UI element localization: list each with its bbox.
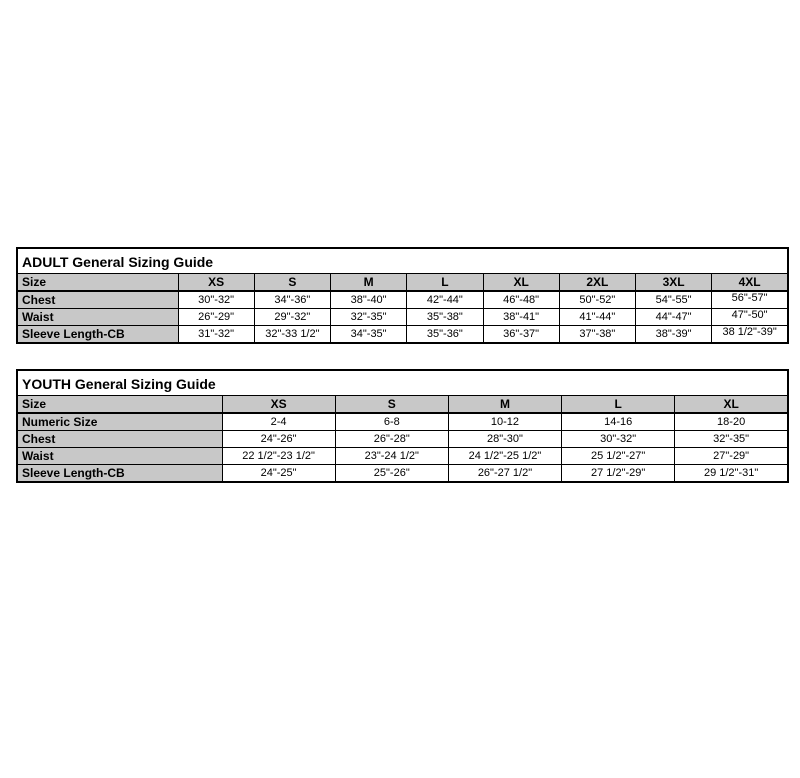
youth-header-row — [17, 396, 788, 414]
adult-sleeve-l: 35"-36" — [407, 326, 483, 344]
youth-chest-s: 26"-28" — [335, 431, 448, 448]
adult-chest-s: 34"-36" — [254, 291, 330, 309]
youth-row-label-numeric-size: Numeric Size — [17, 413, 222, 431]
adult-waist-xl: 38"-41" — [483, 309, 559, 326]
adult-sleeve-xl: 36"-37" — [483, 326, 559, 344]
adult-column-header-4xl: 4XL — [712, 274, 788, 292]
youth-waist-l: 25 1/2"-27" — [562, 448, 675, 465]
youth-numeric-l: 14-16 — [562, 413, 675, 431]
adult-column-header-m: M — [331, 274, 407, 292]
adult-sleeve-xs: 31"-32" — [178, 326, 254, 344]
adult-column-header-size: Size — [17, 274, 178, 292]
adult-column-header-2xl: 2XL — [559, 274, 635, 292]
adult-table-title: ADULT General Sizing Guide — [17, 248, 788, 274]
adult-chest-3xl: 54"-55" — [636, 291, 712, 309]
adult-chest-2xl: 50"-52" — [559, 291, 635, 309]
youth-column-header-s: S — [335, 396, 448, 414]
adult-sleeve-3xl: 38"-39" — [636, 326, 712, 344]
adult-sizing-table — [16, 247, 789, 344]
youth-title-row — [17, 370, 788, 396]
youth-waist-xl: 27"-29" — [675, 448, 788, 465]
youth-waist-xs: 22 1/2"-23 1/2" — [222, 448, 335, 465]
adult-waist-row — [17, 309, 788, 326]
youth-row-label-sleeve: Sleeve Length-CB — [17, 465, 222, 483]
youth-chest-m: 28"-30" — [448, 431, 561, 448]
adult-waist-xs: 26"-29" — [178, 309, 254, 326]
adult-column-header-s: S — [254, 274, 330, 292]
adult-sleeve-4xl: 38 1/2"-39" — [712, 326, 788, 344]
adult-chest-row — [17, 291, 788, 309]
youth-sleeve-m: 26"-27 1/2" — [448, 465, 561, 483]
youth-column-header-m: M — [448, 396, 561, 414]
youth-numeric-xs: 2-4 — [222, 413, 335, 431]
adult-sleeve-m: 34"-35" — [331, 326, 407, 344]
adult-column-header-xs: XS — [178, 274, 254, 292]
youth-sleeve-row — [17, 465, 788, 483]
adult-waist-4xl: 47"-50" — [712, 309, 788, 326]
youth-sleeve-xl: 29 1/2"-31" — [675, 465, 788, 483]
adult-sizing-guide — [16, 247, 789, 344]
adult-column-header-l: L — [407, 274, 483, 292]
youth-row-label-waist: Waist — [17, 448, 222, 465]
youth-column-header-xl: XL — [675, 396, 788, 414]
youth-sleeve-s: 25"-26" — [335, 465, 448, 483]
youth-chest-xs: 24"-26" — [222, 431, 335, 448]
youth-waist-row — [17, 448, 788, 465]
adult-title-row — [17, 248, 788, 274]
adult-sleeve-s: 32"-33 1/2" — [254, 326, 330, 344]
adult-chest-xs: 30"-32" — [178, 291, 254, 309]
youth-sleeve-l: 27 1/2"-29" — [562, 465, 675, 483]
adult-waist-3xl: 44"-47" — [636, 309, 712, 326]
adult-chest-m: 38"-40" — [331, 291, 407, 309]
youth-numeric-m: 10-12 — [448, 413, 561, 431]
adult-waist-2xl: 41"-44" — [559, 309, 635, 326]
youth-sleeve-xs: 24"-25" — [222, 465, 335, 483]
youth-table-title: YOUTH General Sizing Guide — [17, 370, 788, 396]
youth-chest-row — [17, 431, 788, 448]
adult-sleeve-2xl: 37"-38" — [559, 326, 635, 344]
youth-numeric-xl: 18-20 — [675, 413, 788, 431]
youth-sizing-table — [16, 369, 789, 483]
youth-chest-xl: 32"-35" — [675, 431, 788, 448]
adult-chest-4xl: 56"-57" — [712, 291, 788, 309]
adult-row-label-sleeve: Sleeve Length-CB — [17, 326, 178, 344]
adult-sleeve-row — [17, 326, 788, 344]
adult-waist-m: 32"-35" — [331, 309, 407, 326]
youth-column-header-l: L — [562, 396, 675, 414]
youth-sizing-guide — [16, 369, 789, 483]
youth-numeric-size-row — [17, 413, 788, 431]
adult-column-header-xl: XL — [483, 274, 559, 292]
adult-row-label-chest: Chest — [17, 291, 178, 309]
youth-waist-m: 24 1/2"-25 1/2" — [448, 448, 561, 465]
adult-chest-xl: 46"-48" — [483, 291, 559, 309]
adult-header-row — [17, 274, 788, 292]
youth-chest-l: 30"-32" — [562, 431, 675, 448]
youth-column-header-xs: XS — [222, 396, 335, 414]
youth-row-label-chest: Chest — [17, 431, 222, 448]
adult-waist-l: 35"-38" — [407, 309, 483, 326]
adult-column-header-3xl: 3XL — [636, 274, 712, 292]
youth-column-header-size: Size — [17, 396, 222, 414]
youth-numeric-s: 6-8 — [335, 413, 448, 431]
adult-waist-s: 29"-32" — [254, 309, 330, 326]
adult-row-label-waist: Waist — [17, 309, 178, 326]
youth-waist-s: 23"-24 1/2" — [335, 448, 448, 465]
adult-chest-l: 42"-44" — [407, 291, 483, 309]
